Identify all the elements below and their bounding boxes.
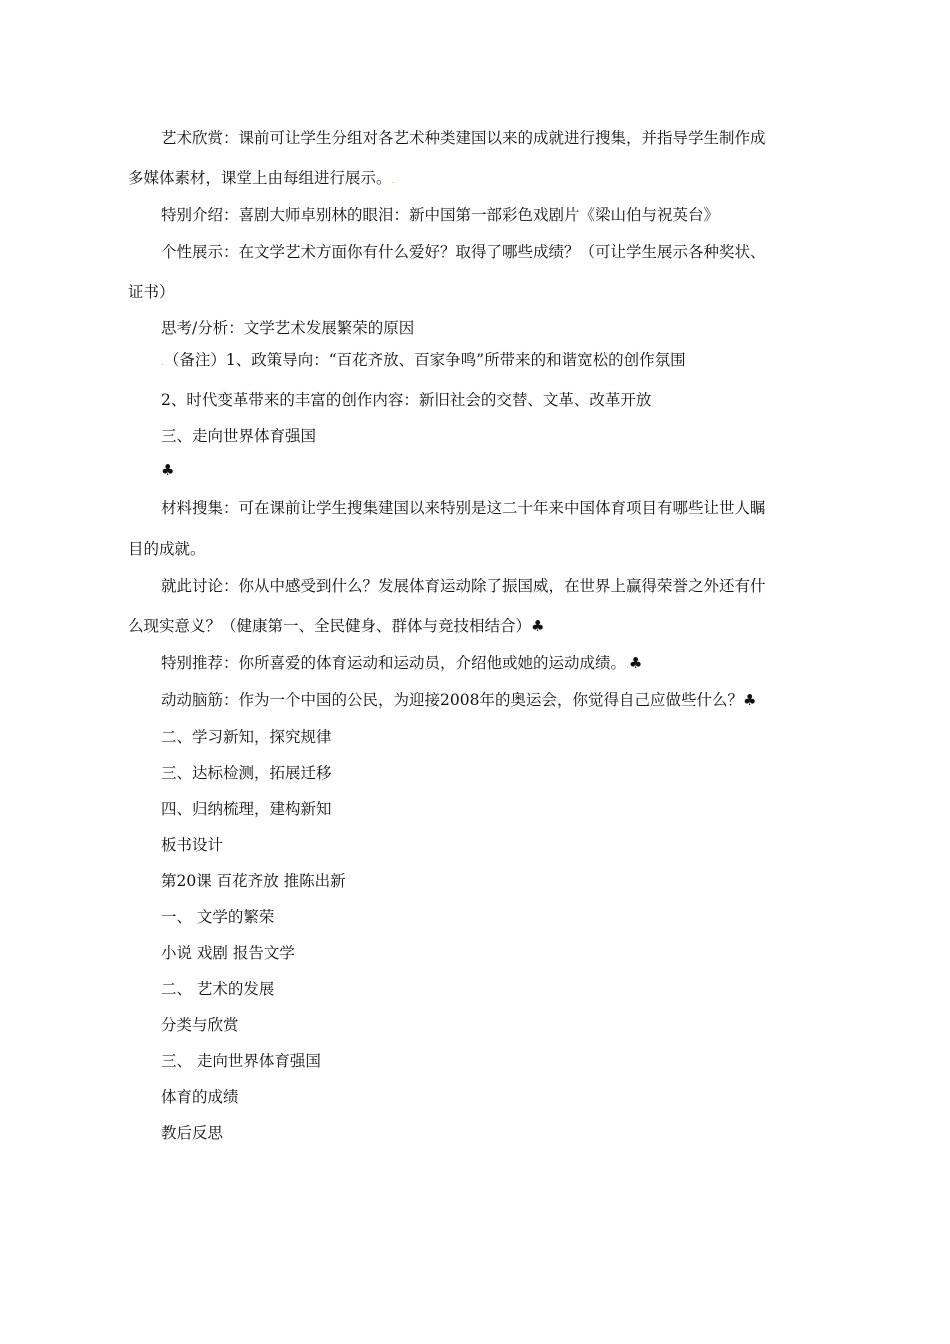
outline-item-3: 三、 走向世界体育强国 bbox=[161, 1052, 321, 1070]
lesson-title: 第20课 百花齐放 推陈出新 bbox=[161, 872, 346, 890]
text-line-14 bbox=[128, 616, 544, 636]
text-line-4: 个性展示：在文学艺术方面你有什么爱好？取得了哪些成绩？（可让学生展示各种奖状、 bbox=[161, 243, 766, 261]
step-heading-4: 四、归纳梳理，建构新知 bbox=[161, 800, 332, 818]
text-line-15 bbox=[161, 653, 642, 676]
board-design-heading: 板书设计 bbox=[161, 836, 224, 854]
step-heading-2: 二、学习新知，探究规律 bbox=[161, 728, 332, 746]
club-icon: ♣ bbox=[161, 461, 175, 479]
text-line-2-body: 多媒体素材，课堂上由每组进行展示。 bbox=[128, 169, 392, 187]
text-line-14-body: 么现实意义？（健康第一、全民健身、群体与竞技相结合） bbox=[128, 617, 532, 635]
reflection-heading: 教后反思 bbox=[161, 1124, 224, 1142]
step-heading-3: 三、达标检测，拓展迁移 bbox=[161, 764, 332, 782]
dot-mark: . bbox=[161, 358, 164, 368]
dot-mark: . bbox=[391, 176, 395, 186]
text-line-13: 就此讨论：你从中感受到什么？发展体育运动除了振国威，在世界上赢得荣誉之外还有什 bbox=[161, 577, 766, 595]
text-line-15-body: 特别推荐：你所喜爱的体育运动和运动员，介绍他或她的运动成绩。 bbox=[161, 654, 627, 672]
text-line-8: 2、时代变革带来的丰富的创作内容：新旧社会的交替、文革、改革开放 bbox=[161, 391, 652, 409]
text-line-6: 思考/分析：文学艺术发展繁荣的原因 bbox=[161, 319, 415, 337]
text-line-7 bbox=[161, 350, 686, 373]
outline-item-1: 一、 文学的繁荣 bbox=[161, 908, 275, 926]
text-line-3: 特别介绍：喜剧大师卓别林的眼泪：新中国第一部彩色戏剧片《梁山伯与祝英台》 bbox=[161, 206, 720, 224]
outline-sub-1: 小说 戏剧 报告文学 bbox=[161, 944, 295, 962]
text-line-12: 目的成就。 bbox=[128, 540, 206, 558]
text-line-5: 证书） bbox=[128, 283, 175, 301]
text-line-11: 材料搜集：可在课前让学生搜集建国以来特别是这二十年来中国体育项目有哪些让世人瞩 bbox=[161, 499, 766, 517]
text-line-2 bbox=[128, 168, 394, 191]
club-icon: ♣ bbox=[628, 654, 643, 672]
section-heading-sports: 三、走向世界体育强国 bbox=[161, 427, 317, 445]
outline-sub-2: 分类与欣赏 bbox=[161, 1016, 239, 1034]
text-line-1: 艺术欣赏：课前可让学生分组对各艺术种类建国以来的成就进行搜集，并指导学生制作成 bbox=[161, 129, 766, 147]
text-line-16-body: 动动脑筋：作为一个中国的公民，为迎接2008年的奥运会，你觉得自己应做些什么？ bbox=[161, 691, 743, 709]
text-line-16 bbox=[161, 690, 756, 710]
club-icon: ♣ bbox=[531, 617, 545, 635]
text-line-7-body: （备注）1、政策导向：“百花齐放、百家争鸣”所带来的和谐宽松的创作氛围 bbox=[163, 351, 686, 369]
dot-mark: . bbox=[626, 661, 629, 671]
outline-item-2: 二、 艺术的发展 bbox=[161, 980, 275, 998]
outline-sub-3: 体育的成绩 bbox=[161, 1088, 239, 1106]
club-icon: ♣ bbox=[742, 691, 757, 709]
